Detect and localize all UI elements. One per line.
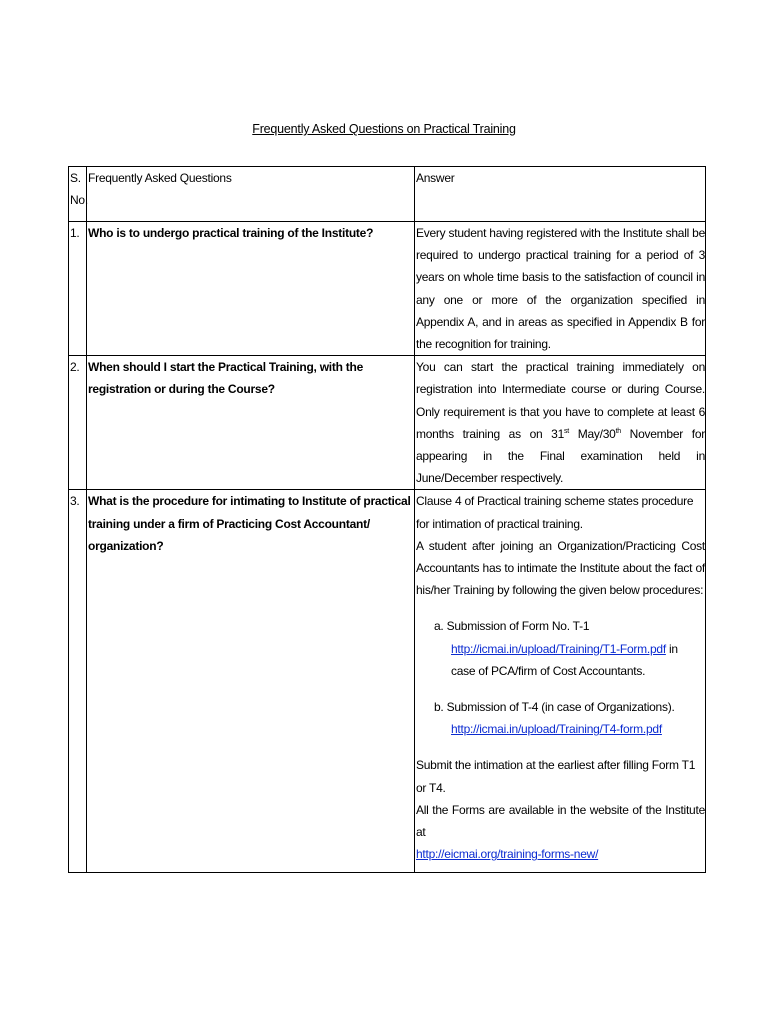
header-sno: S. No. — [69, 167, 87, 222]
answer-text: May/30 — [568, 426, 616, 441]
row-question: Who is to undergo practical training of the Institute? — [87, 222, 415, 356]
list-item-suffix: in case of PCA/firm of Cost Accountants. — [451, 641, 678, 678]
superscript: th — [615, 427, 621, 435]
answer-paragraph: Submit the intimation at the earliest after filling Form T1 or T4. — [416, 758, 696, 795]
faq-table — [68, 166, 706, 873]
list-item-label: a. Submission of Form No. T-1 — [434, 619, 590, 634]
row-answer: Every student having registered with the Institute shall be required to undergo practical training for a period of 3 years on whole time basis to the satisfaction of council in any one or more of the organization specified in Appendix A, and in areas as specified in Appendix B for the recognition for training. — [415, 222, 706, 356]
list-item-label: b. Submission of T-4 (in case of Organizations). — [434, 700, 675, 715]
row-answer — [415, 490, 706, 873]
table-row — [69, 222, 706, 356]
list-item — [416, 615, 705, 682]
table-header-row — [69, 167, 706, 222]
t1-form-link[interactable]: http://icmai.in/upload/Training/T1-Form.pdf — [451, 641, 666, 656]
row-question: When should I start the Practical Training, with the registration or during the Course? — [87, 356, 415, 490]
page-title: Frequently Asked Questions on Practical Training — [252, 122, 516, 136]
answer-text: You can start the practical training immediately on registration into Intermediate course or during Course. Only requirement is that you have to complete at least 6 months training as on 31 — [416, 360, 705, 441]
answer-text: November for appearing in the Final examination held in June/December respectively. — [416, 426, 706, 486]
training-forms-link[interactable]: http://eicmai.org/training-forms-new/ — [416, 847, 599, 862]
row-sno: 1. — [69, 222, 87, 356]
list-item — [416, 696, 705, 740]
answer-paragraph: Clause 4 of Practical training scheme states procedure for intimation of practical training. — [416, 494, 694, 531]
row-sno: 2. — [69, 356, 87, 490]
header-answer: Answer — [415, 167, 706, 222]
superscript: st — [564, 427, 569, 435]
header-question: Frequently Asked Questions — [87, 167, 415, 222]
row-question: What is the procedure for intimating to Institute of practical training under a firm of Practicing Cost Accountant/ organization? — [87, 490, 415, 873]
row-sno: 3. — [69, 490, 87, 873]
answer-paragraph: All the Forms are available in the website of the Institute at — [416, 802, 705, 840]
table-row — [69, 490, 706, 873]
answer-paragraph: A student after joining an Organization/Practicing Cost Accountants has to intimate the Institute about the fact of his/her Training by following the given below procedures: — [416, 538, 705, 598]
table-row — [69, 356, 706, 490]
row-answer — [415, 356, 706, 490]
t4-form-link[interactable]: http://icmai.in/upload/Training/T4-form.pdf — [451, 722, 662, 737]
